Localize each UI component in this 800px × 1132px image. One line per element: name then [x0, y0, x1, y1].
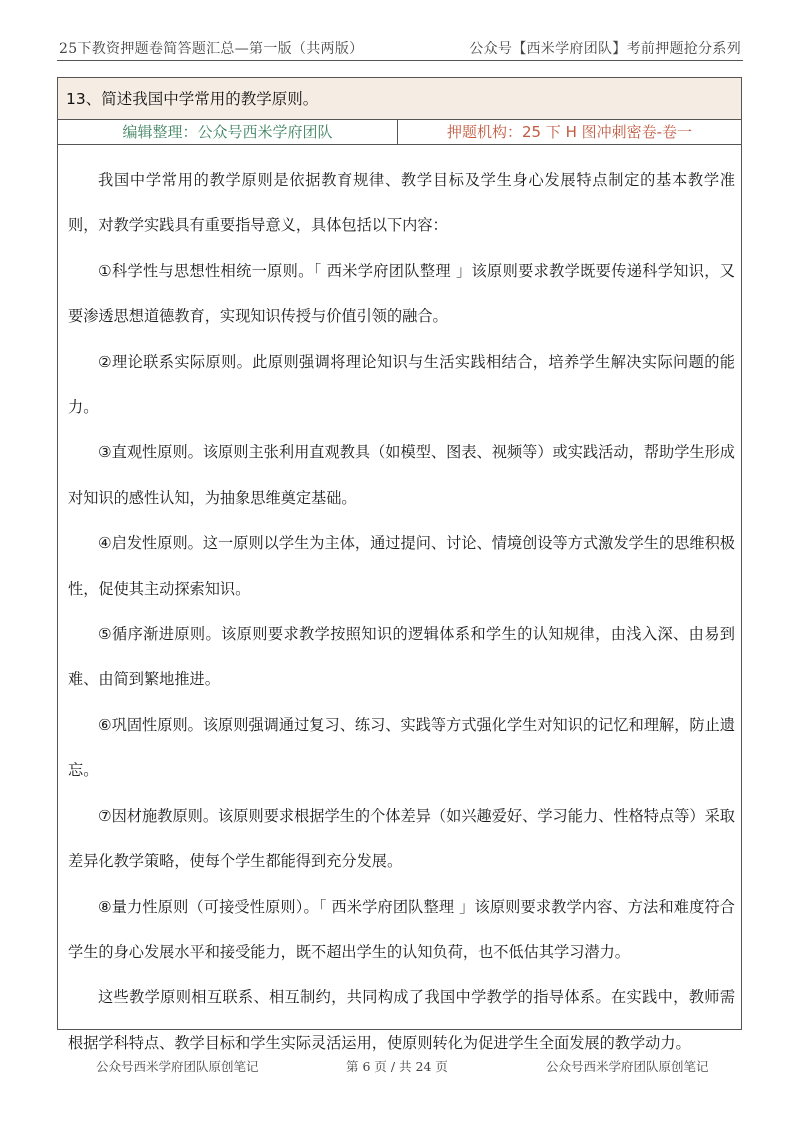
principle-8: ⑧量力性原则（可接受性原则）。「 西米学府团队整理 」该原则要求教学内容、方法和难度符合学生的身心发展水平和接受能力，既不超出学生的认知负荷，也不低估其学习潜力。 [68, 897, 735, 961]
intro-paragraph: 我国中学常用的教学原则是依据教育规律、教学目标及学生身心发展特点制定的基本教学准则，对教学实践具有重要指导意义，具体包括以下内容： [68, 171, 735, 235]
conclusion-paragraph: 这些教学原则相互联系、相互制约，共同构成了我国中学教学的指导体系。在实践中，教师需根据学科特点、教学目标和学生实际灵活运用，使原则转化为促进学生全面发展的教学动力。 [68, 988, 735, 1052]
principle-3: ③直观性原则。该原则主张利用直观教具（如模型、图表、视频等）或实践活动，帮助学生形成对知识的感性认知，为抽象思维奠定基础。 [68, 443, 735, 507]
page-header [57, 34, 743, 61]
editor-cell: 编辑整理：公众号西米学府团队 [58, 120, 398, 144]
header-series: 公众号【西米学府团队】考前押题抢分系列 [469, 41, 741, 57]
question-box [57, 77, 742, 1052]
info-row [58, 120, 741, 145]
principle-6: ⑥巩固性原则。该原则强调通过复习、练习、实践等方式强化学生对知识的记忆和理解，防止遗忘。 [68, 715, 735, 780]
principle-4: ④启发性原则。这一原则以学生为主体，通过提问、讨论、情境创设等方式激发学生的思维积极性，促使其主动探索知识。 [68, 534, 735, 598]
principle-7: ⑦因材施教原则。该原则要求根据学生的个体差异（如兴趣爱好、学习能力、性格特点等）采取差异化教学策略，使每个学生都能得到充分发展。 [68, 806, 735, 871]
page-number: 第 6 页 / 共 24 页 [346, 1059, 448, 1074]
question-title: 13、简述我国中学常用的教学原则。 [58, 78, 741, 120]
page-footer [0, 1057, 800, 1077]
footer-right: 公众号西米学府团队原创笔记 [546, 1059, 709, 1074]
principle-2: ②理论联系实际原则。此原则强调将理论知识与生活实践相结合，培养学生解决实际问题的能力。 [68, 352, 735, 417]
footer-left: 公众号西米学府团队原创笔记 [96, 1059, 259, 1074]
header-title: 25下教资押题卷简答题汇总—第一版（共两版） [59, 41, 364, 57]
principle-5: ⑤循序渐进原则。该原则要求教学按照知识的逻辑体系和学生的认知规律，由浅入深、由易到难、由简到繁地推进。 [68, 625, 735, 689]
answer-body [58, 145, 741, 1066]
source-cell: 押题机构：25 下 H 图冲刺密卷-卷一 [446, 123, 693, 141]
principle-1: ①科学性与思想性相统一原则。「 西米学府团队整理 」该原则要求教学既要传递科学知识，又要渗透思想道德教育，实现知识传授与价值引领的融合。 [68, 261, 735, 326]
